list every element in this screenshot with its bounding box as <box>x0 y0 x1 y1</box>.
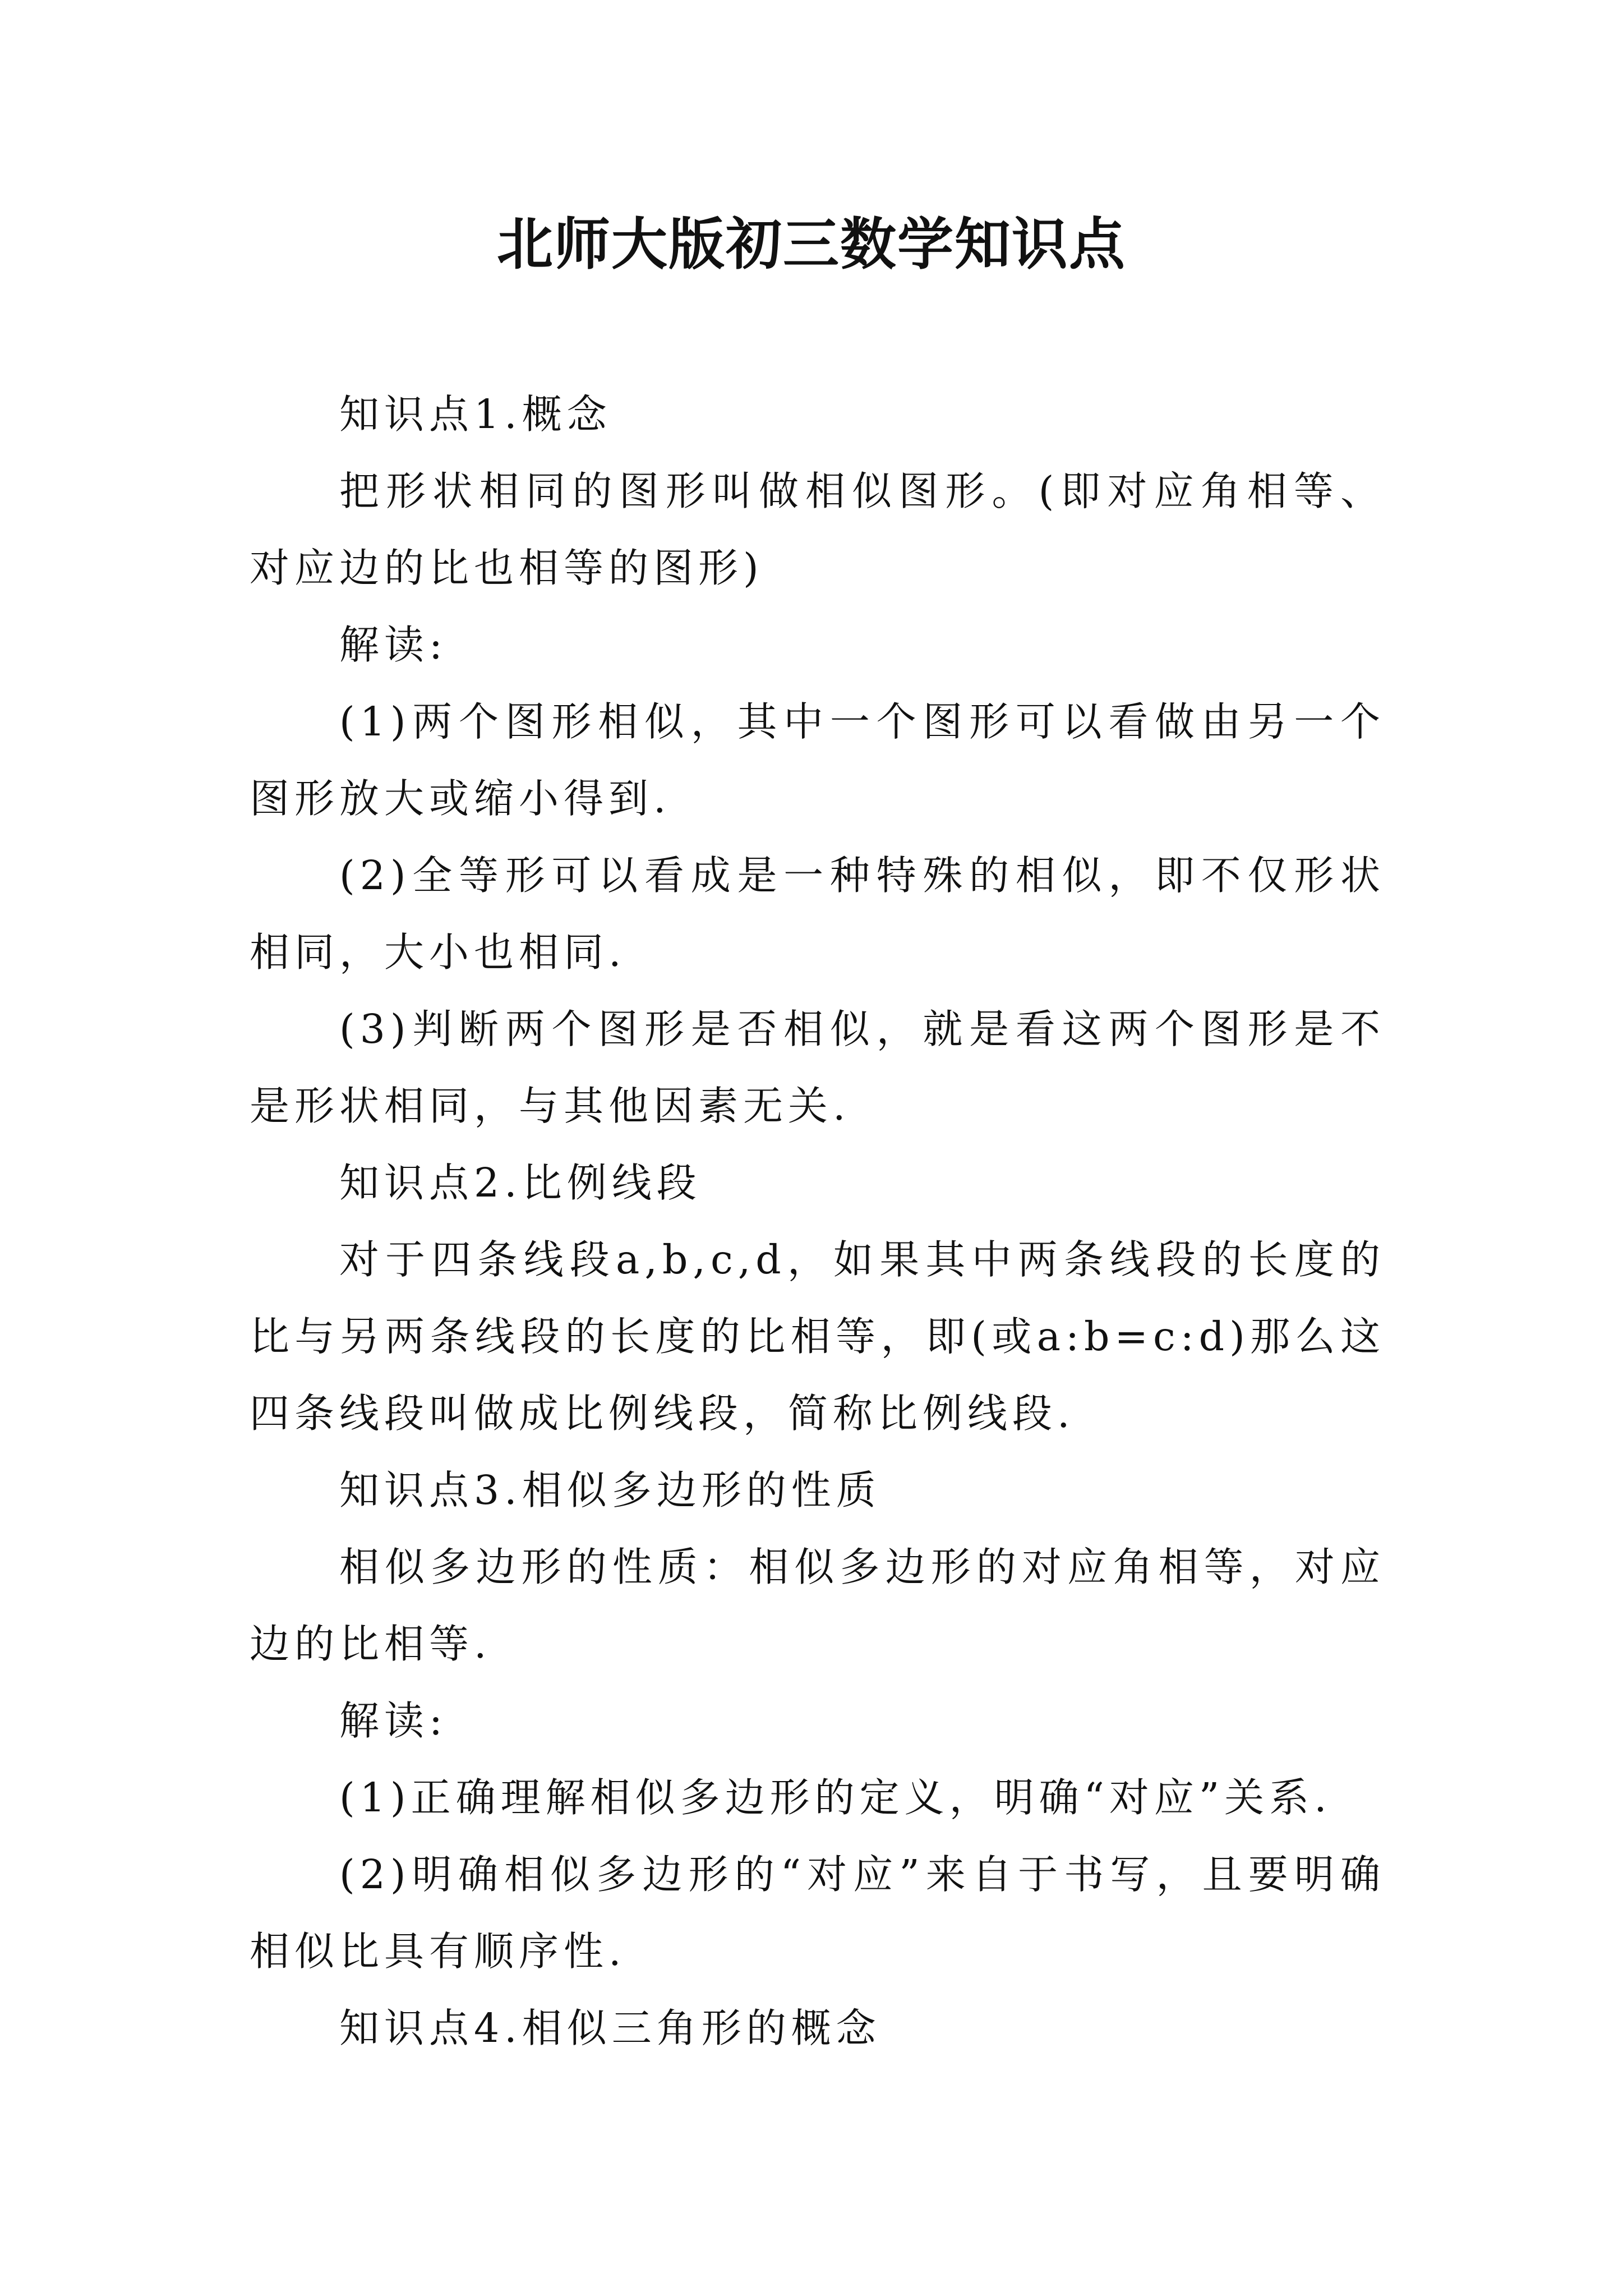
paragraph: (1)两个图形相似，其中一个图形可以看做由另一个图形放大或缩小得到. <box>250 698 1385 822</box>
document-body <box>250 376 1385 2067</box>
paragraph: (2)全等形可以看成是一种特殊的相似，即不仅形状相同，大小也相同. <box>250 852 1385 976</box>
interpretation-label: 解读: <box>339 622 448 668</box>
paragraph: (1)正确理解相似多边形的定义，明确“对应”关系. <box>339 1774 1332 1821</box>
document-title: 北师大版初三数学知识点 <box>497 211 1126 277</box>
section-heading-similar-polygons: 知识点3.相似多边形的性质 <box>339 1467 881 1513</box>
paragraph: (2)明确相似多边形的“对应”来自于书写，且要明确相似比具有顺序性. <box>250 1851 1385 1975</box>
paragraph: 相似多边形的性质：相似多边形的对应角相等，对应边的比相等. <box>250 1544 1385 1667</box>
section-heading-concept: 知识点1.概念 <box>339 391 612 438</box>
paragraph: (3)判断两个图形是否相似，就是看这两个图形是不是形状相同，与其他因素无关. <box>250 1006 1385 1129</box>
section-heading-similar-triangles: 知识点4.相似三角形的概念 <box>339 2005 881 2051</box>
paragraph: 对于四条线段a,b,c,d，如果其中两条线段的长度的比与另两条线段的长度的比相等，即(或a:b=c:d)那么这四条线段叫做成比例线段，简称比例线段. <box>250 1236 1385 1437</box>
paragraph: 把形状相同的图形叫做相似图形。(即对应角相等、对应边的比也相等的图形) <box>250 468 1385 591</box>
section-heading-proportional-segments: 知识点2.比例线段 <box>339 1159 702 1206</box>
interpretation-label: 解读: <box>339 1697 448 1744</box>
